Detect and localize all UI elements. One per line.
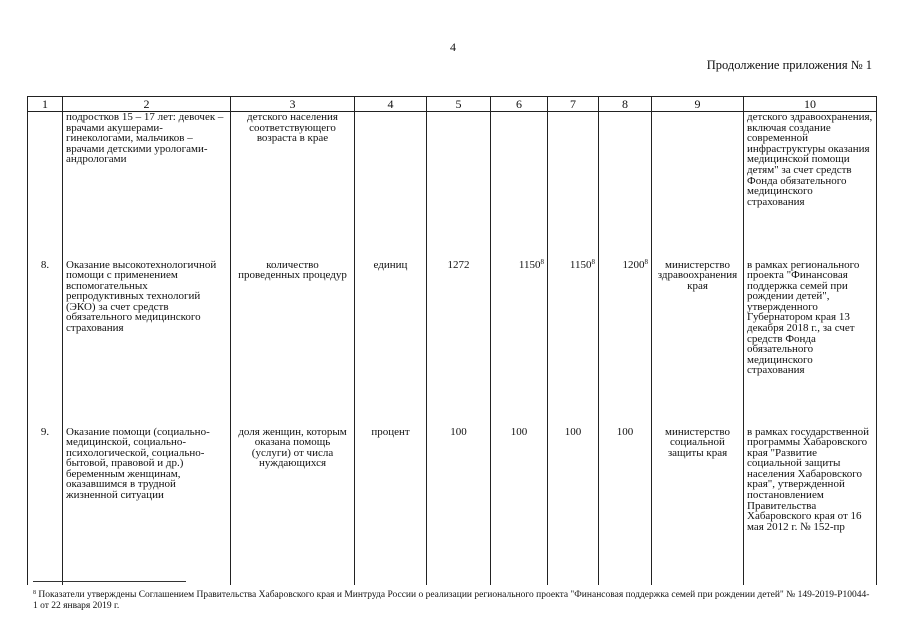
source-cell: детского здравоохранения, включая создание современной инфраструктуры оказания медицинской помощи детям" за счет средств Фонда обязательного медицинского страхования (744, 112, 877, 260)
value-cell (599, 112, 652, 260)
measure-cell: Оказание помощи (социально-медицинской, социально-психологической, социально-бытовой, правовой и др.) беременным женщинам, оказавшимся в трудной жизненной ситуации (63, 427, 231, 585)
measure-cell: подростков 15 – 17 лет: девочек – врачами акушерами-гинекологами, мальчиков – врачами детскими урологами-андрологами (63, 112, 231, 260)
responsible-cell (652, 112, 744, 260)
value-cell (491, 112, 548, 260)
column-header: 7 (548, 97, 599, 112)
row-number: 9. (28, 427, 63, 585)
column-header: 2 (63, 97, 231, 112)
column-number-row (28, 97, 877, 112)
source-cell: в рамках регионального проекта "Финансовая поддержка семей при рождении детей", утвержденного Губернатором края 13 декабря 2018 г., за счет средств Фонда обязательного медицинского страхования (744, 260, 877, 427)
value-cell (548, 112, 599, 260)
table-row (28, 260, 877, 427)
indicator-cell: доля женщин, которым оказана помощь (услуги) от числа нуждающихся (231, 427, 355, 585)
appendix-table (27, 96, 877, 585)
unit-cell: процент (355, 427, 427, 585)
indicator-cell: количество проведенных процедур (231, 260, 355, 427)
value-cell: 1150$^8$ (548, 260, 599, 427)
column-header: 9 (652, 97, 744, 112)
table-row (28, 112, 877, 260)
value-cell: 1272 (427, 260, 491, 427)
column-header: 1 (28, 97, 63, 112)
continuation-caption: Продолжение приложения № 1 (706, 58, 872, 72)
footnote-divider (33, 581, 186, 582)
row-number (28, 112, 63, 260)
column-header: 10 (744, 97, 877, 112)
row-number: 8. (28, 260, 63, 427)
unit-cell (355, 112, 427, 260)
source-cell: в рамках государственной программы Хабаровского края "Развитие социальной защиты населения Хабаровского края", утвержденной постановлением Правительства Хабаровского края от 16 мая 2012 г. № 152-пр (744, 427, 877, 585)
value-cell: 100 (427, 427, 491, 585)
page-number: 4 (450, 40, 456, 54)
value-cell: 100 (548, 427, 599, 585)
indicator-cell: детского населения соответствующего возраста в крае (231, 112, 355, 260)
column-header: 5 (427, 97, 491, 112)
column-header: 4 (355, 97, 427, 112)
value-cell (427, 112, 491, 260)
value-cell: 1150$^8$ (491, 260, 548, 427)
column-header: 3 (231, 97, 355, 112)
value-cell: 100 (491, 427, 548, 585)
footnote-text: Показатели утверждены Соглашением Правительства Хабаровского края и Минтруда России о реализации регионального проекта "Финансовая поддержка семей при рождении детей" № 149-2019-Р10044-1 от 22 января 2019 г. (33, 590, 870, 611)
measure-cell: Оказание высокотехнологичной помощи с применением вспомогательных репродуктивных технологий (ЭКО) за счет средств обязательного медицинского страхования (63, 260, 231, 427)
column-header: 8 (599, 97, 652, 112)
footnote (33, 590, 873, 612)
column-header: 6 (491, 97, 548, 112)
footnote-marker: 8 (33, 590, 36, 596)
value-cell: 100 (599, 427, 652, 585)
unit-cell: единиц (355, 260, 427, 427)
responsible-cell: министерство социальной защиты края (652, 427, 744, 585)
responsible-cell: министерство здравоохранения края (652, 260, 744, 427)
value-cell: 1200$^8$ (599, 260, 652, 427)
table-row (28, 427, 877, 585)
